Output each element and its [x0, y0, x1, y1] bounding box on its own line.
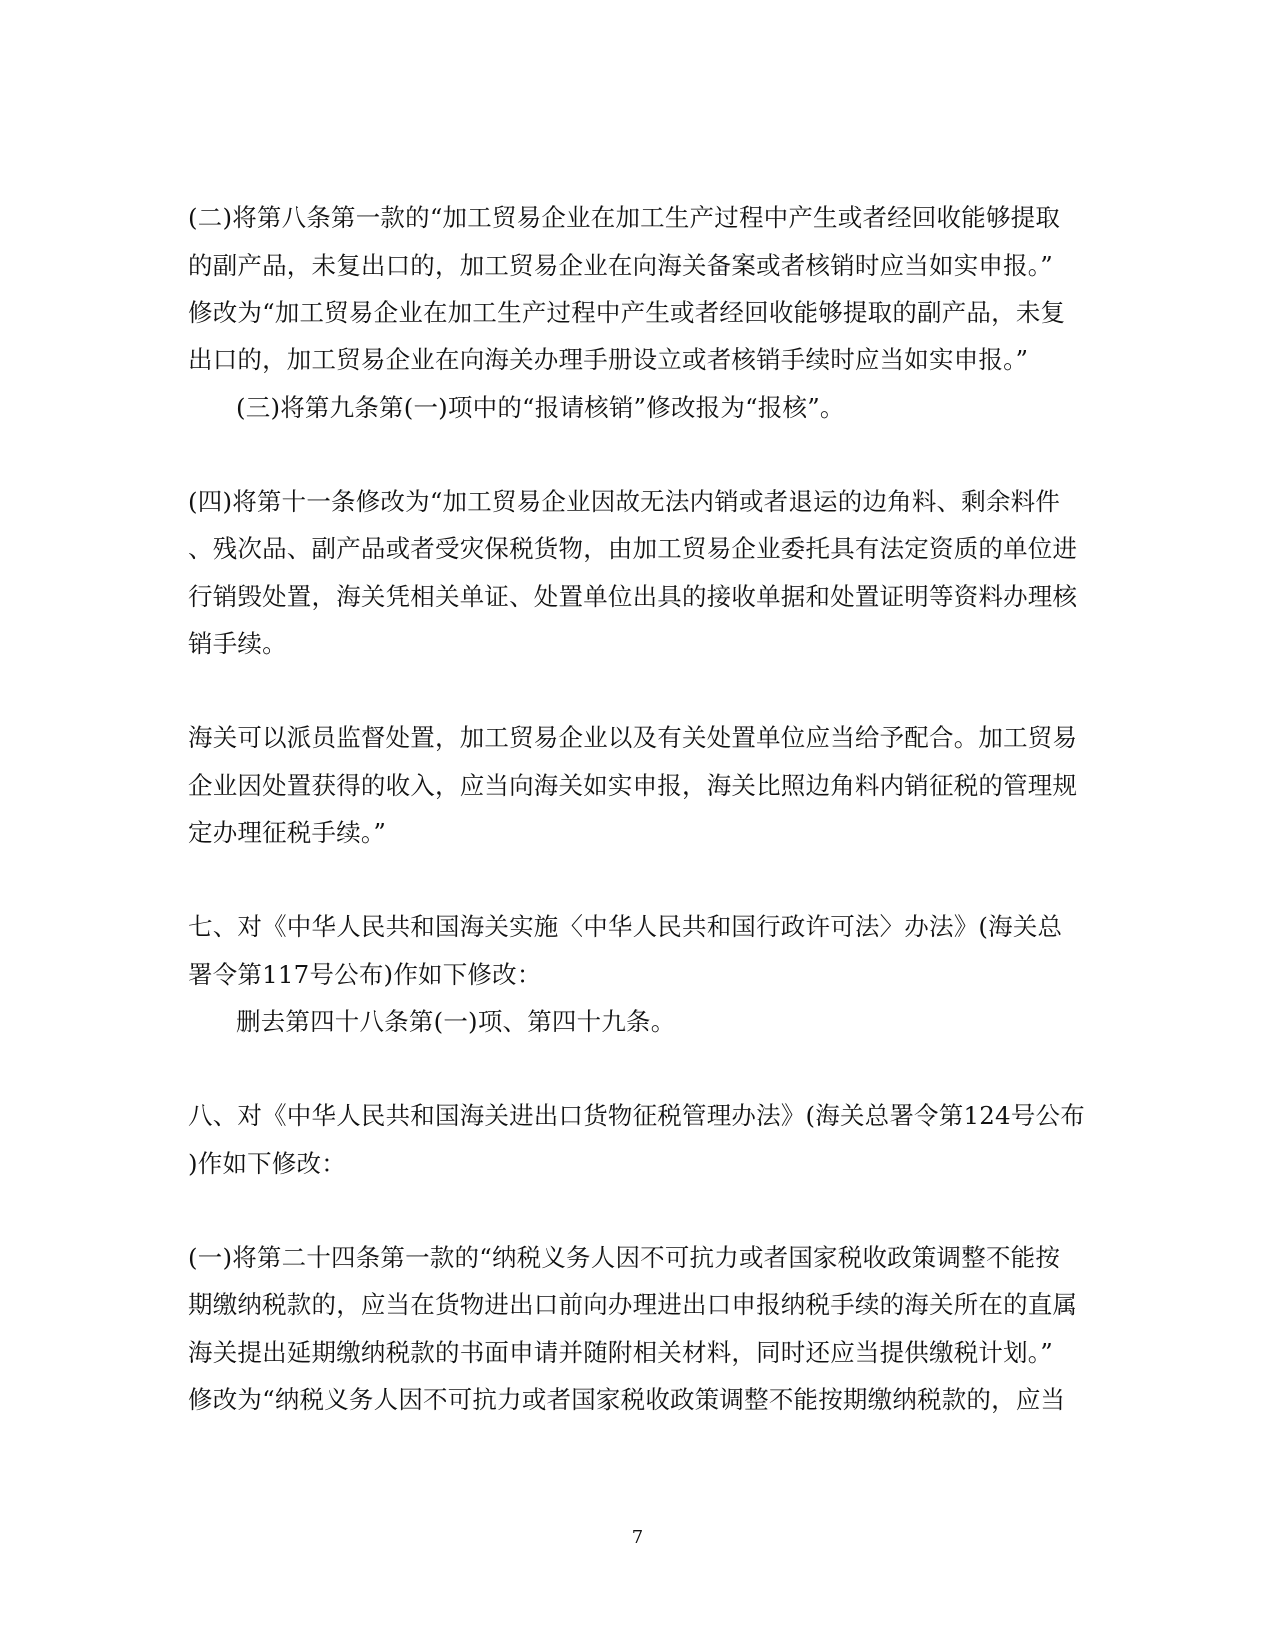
page-number: 7 [631, 1527, 644, 1548]
paragraph-line: 八、对《中华人民共和国海关进出口货物征税管理办法》(海关总署令第124号公布 [188, 1101, 1085, 1130]
paragraph-line: 海关提出延期缴纳税款的书面申请并随附相关材料，同时还应当提供缴税计划。” [188, 1338, 1053, 1367]
paragraph-line: 七、对《中华人民共和国海关实施〈中华人民共和国行政许可法〉办法》(海关总 [188, 912, 1063, 941]
paragraph-line: 署令第117号公布)作如下修改： [188, 960, 542, 989]
paragraph-line: 行销毁处置，海关凭相关单证、处置单位出具的接收单据和处置证明等资料办理核 [188, 582, 1078, 611]
paragraph-line: 修改为“纳税义务人因不可抗力或者国家税收政策调整不能按期缴纳税款的，应当 [188, 1385, 1066, 1414]
paragraph-line: 销手续。 [188, 629, 287, 658]
paragraph-line: (一)将第二十四条第一款的“纳税义务人因不可抗力或者国家税收政策调整不能按 [188, 1243, 1061, 1272]
paragraph-line: 出口的，加工贸易企业在向海关办理手册设立或者核销手续时应当如实申报。” [188, 345, 1029, 374]
paragraph-line: 定办理征税手续。” [188, 818, 387, 847]
paragraph-line: 的副产品，未复出口的，加工贸易企业在向海关备案或者核销时应当如实申报。” [188, 251, 1053, 280]
paragraph-line: (四)将第十一条修改为“加工贸易企业因故无法内销或者退运的边角料、剩余料件 [188, 487, 1061, 516]
paragraph-line: 删去第四十八条第(一)项、第四十九条。 [236, 1007, 676, 1036]
paragraph-line: 企业因处置获得的收入，应当向海关如实申报，海关比照边角料内销征税的管理规 [188, 771, 1078, 800]
paragraph-line: (二)将第八条第一款的“加工贸易企业在加工生产过程中产生或者经回收能够提取 [188, 203, 1061, 232]
paragraph-line: 期缴纳税款的，应当在货物进出口前向办理进出口申报纳税手续的海关所在的直属 [188, 1290, 1078, 1319]
paragraph-line: 海关可以派员监督处置，加工贸易企业以及有关处置单位应当给予配合。加工贸易 [188, 723, 1078, 752]
paragraph-line: 修改为“加工贸易企业在加工生产过程中产生或者经回收能够提取的副产品，未复 [188, 298, 1066, 327]
paragraph-line: (三)将第九条第(一)项中的“报请核销”修改报为“报核”。 [236, 393, 845, 422]
paragraph-line: )作如下修改： [188, 1149, 346, 1178]
paragraph-line: 、残次品、副产品或者受灾保税货物，由加工贸易企业委托具有法定资质的单位进 [188, 534, 1078, 563]
